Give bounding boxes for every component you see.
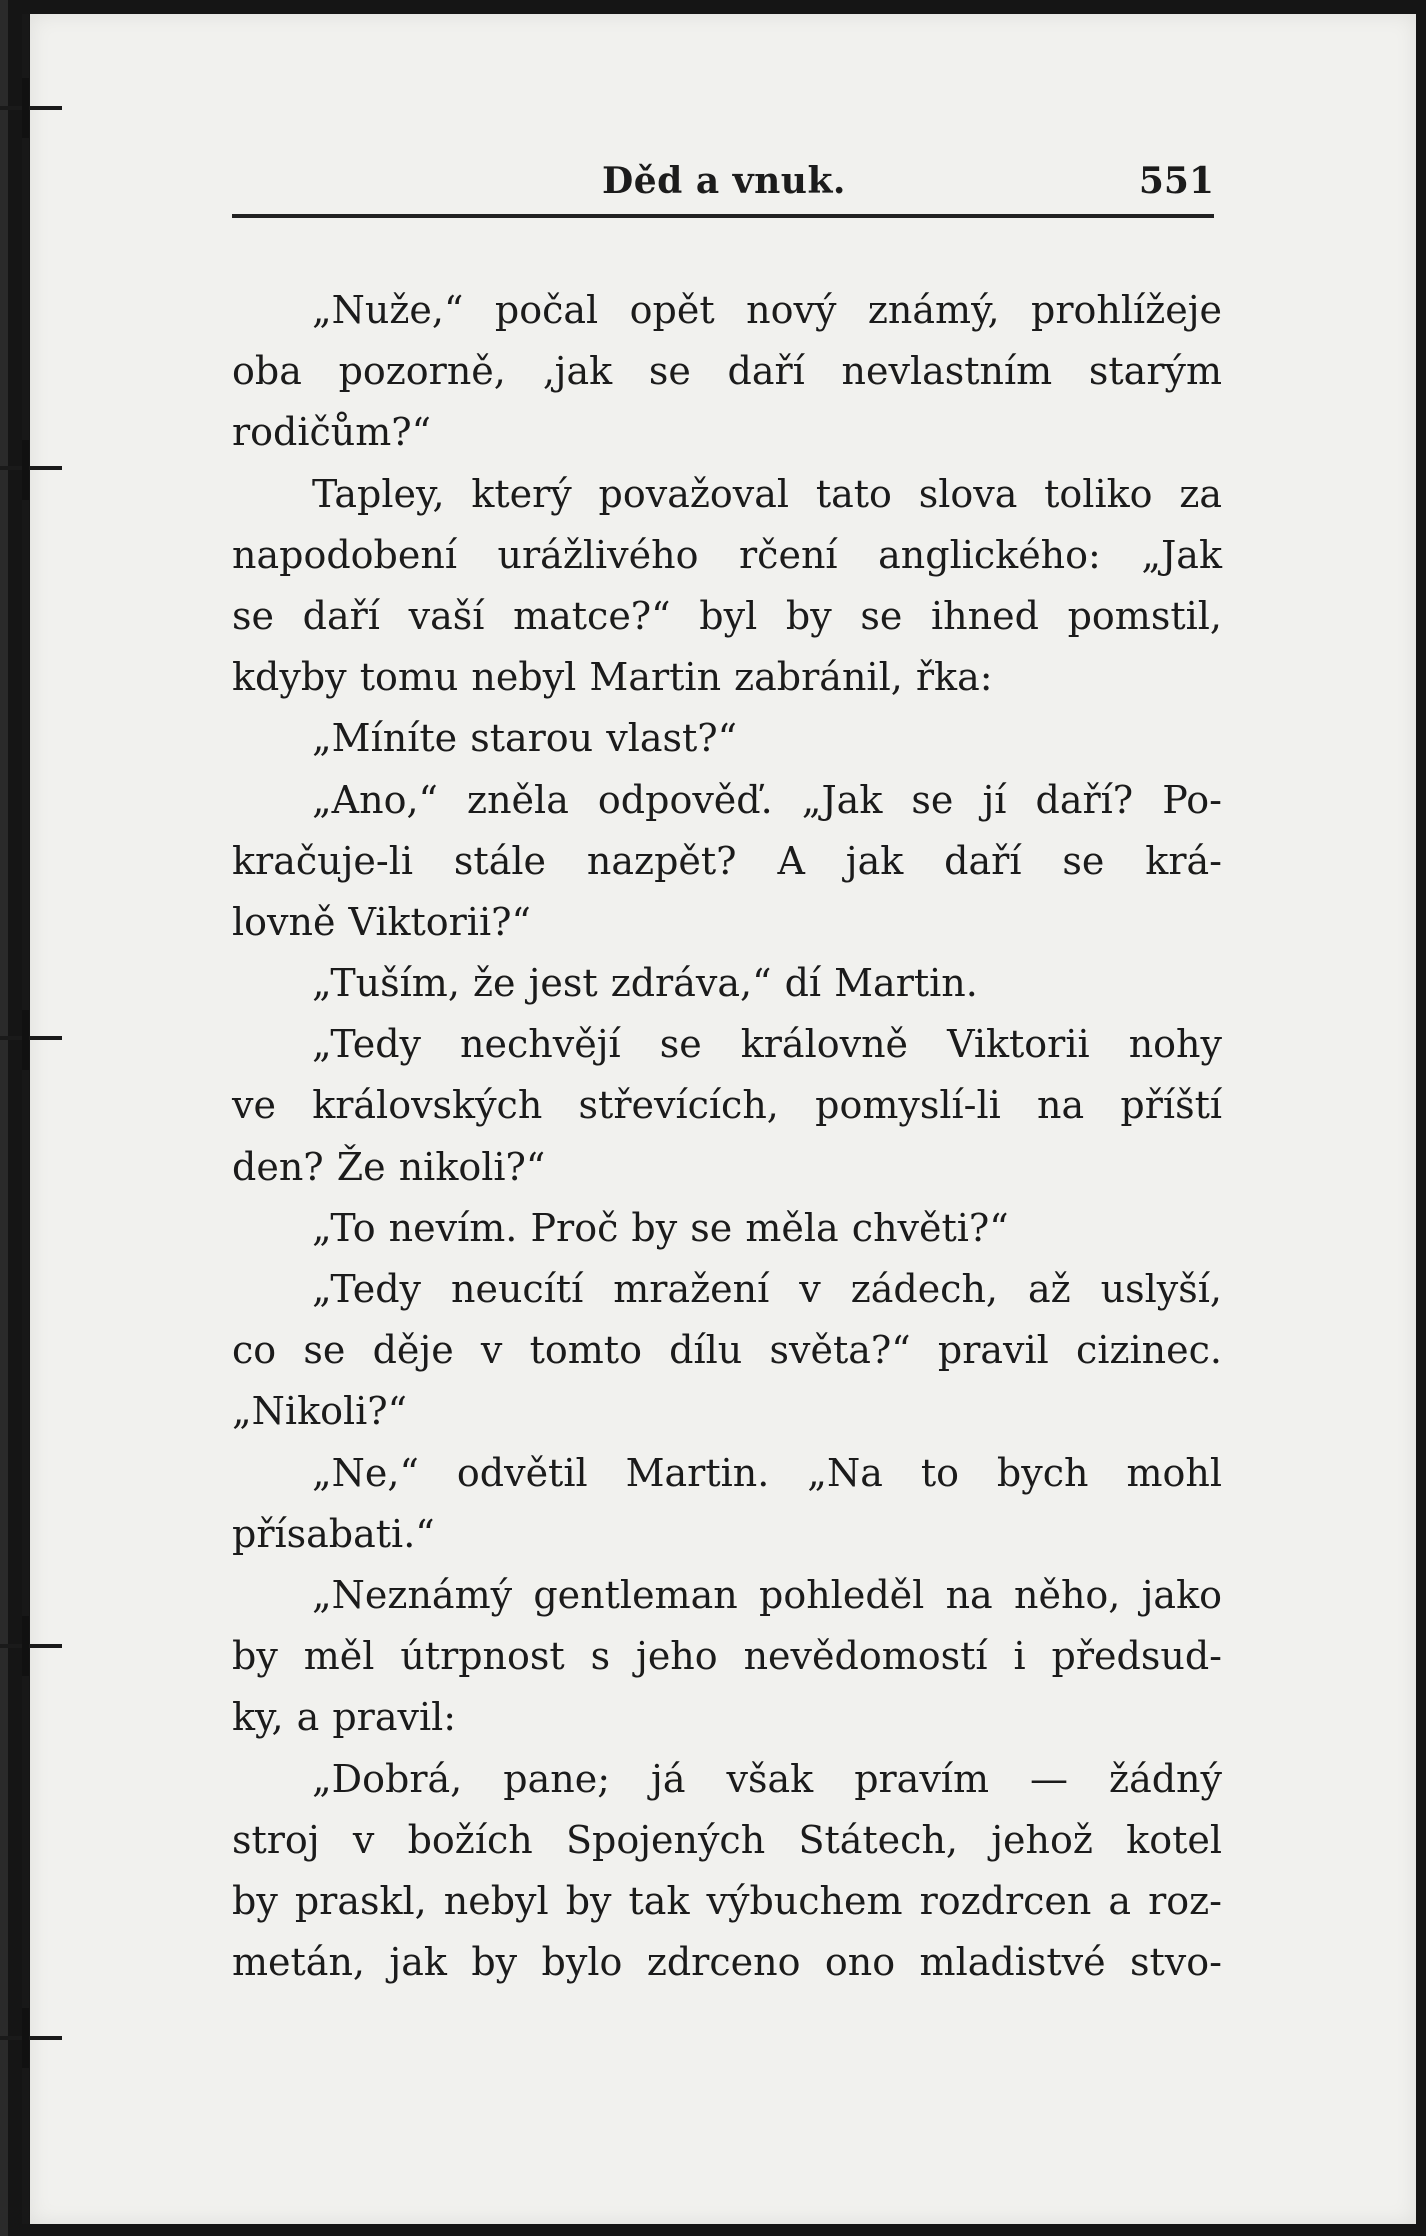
binding-stitch	[0, 2036, 62, 2040]
text-line: by měl útrpnost s jeho nevědomostí i předsud-	[232, 1634, 1222, 1679]
text-line: napodobení urážlivého rčení anglického: „Jak	[232, 532, 1222, 577]
text-line: „Míníte starou vlast?“	[312, 716, 738, 761]
text-line: ve královských střevících, pomyslí-li na příští	[232, 1083, 1222, 1128]
text-line: „Dobrá, pane; já však pravím — žádný	[312, 1756, 1222, 1801]
binding-edge	[0, 0, 8, 2236]
text-line: „Neznámý gentleman pohleděl na něho, jako	[312, 1572, 1222, 1617]
binding-stitch	[22, 1010, 29, 1070]
text-line: „Tuším, že jest zdráva,“ dí Martin.	[312, 961, 978, 1006]
text-line: „Nikoli?“	[232, 1389, 408, 1434]
binding-stitch	[0, 1644, 62, 1648]
binding-stitch	[22, 2008, 29, 2068]
text-line: metán, jak by bylo zdrceno ono mladistvé stvo-	[232, 1940, 1222, 1985]
text-line: lovně Viktorii?“	[232, 899, 531, 944]
running-head	[232, 160, 1214, 208]
page-number: 551	[1138, 160, 1214, 202]
body-text	[232, 280, 1222, 1993]
text-line: kdyby tomu nebyl Martin zabránil, řka:	[232, 655, 993, 700]
text-line: přísabati.“	[232, 1511, 435, 1556]
binding-thread	[22, 14, 29, 2224]
header-rule	[232, 214, 1214, 218]
binding-stitch	[0, 466, 62, 470]
text-line: oba pozorně, ‚jak se daří nevlastním starým	[232, 349, 1222, 394]
text-line: by praskl, nebyl by tak výbuchem rozdrcen a roz-	[232, 1878, 1222, 1923]
text-line: se daří vaší matce?“ byl by se ihned pomstil,	[232, 593, 1222, 638]
text-line: „To nevím. Proč by se měla chvěti?“	[312, 1205, 1009, 1250]
text-line: „Tedy neucítí mražení v zádech, až uslyší,	[312, 1267, 1222, 1311]
binding-stitch	[22, 78, 29, 138]
text-line: „Nuže,“ počal opět nový známý, prohlížeje	[312, 288, 1222, 332]
text-line: „Ano,“ zněla odpověď. „Jak se jí daří? Po-	[312, 777, 1222, 822]
text-line: „Tedy nechvějí se královně Viktorii nohy	[312, 1022, 1222, 1067]
binding-stitch	[22, 1616, 29, 1676]
text-line: rodičům?“	[232, 410, 432, 455]
binding-stitch	[0, 106, 62, 110]
text-line: den? Že nikoli?“	[232, 1144, 546, 1189]
text-line: stroj v božích Spojených Státech, jehož kotel	[232, 1817, 1222, 1862]
text-line: kračuje-li stále nazpět? A jak daří se krá-	[232, 838, 1222, 883]
binding-stitch	[22, 440, 29, 500]
running-title: Děd a vnuk.	[602, 160, 846, 202]
binding-stitch	[0, 1036, 62, 1040]
text-line: „Ne,“ odvětil Martin. „Na to bych mohl	[312, 1450, 1222, 1495]
text-line: ky, a pravil:	[232, 1695, 457, 1740]
text-line: Tapley, který považoval tato slova toliko za	[312, 471, 1222, 516]
text-line: co se děje v tomto dílu světa?“ pravil cizinec.	[232, 1328, 1222, 1373]
